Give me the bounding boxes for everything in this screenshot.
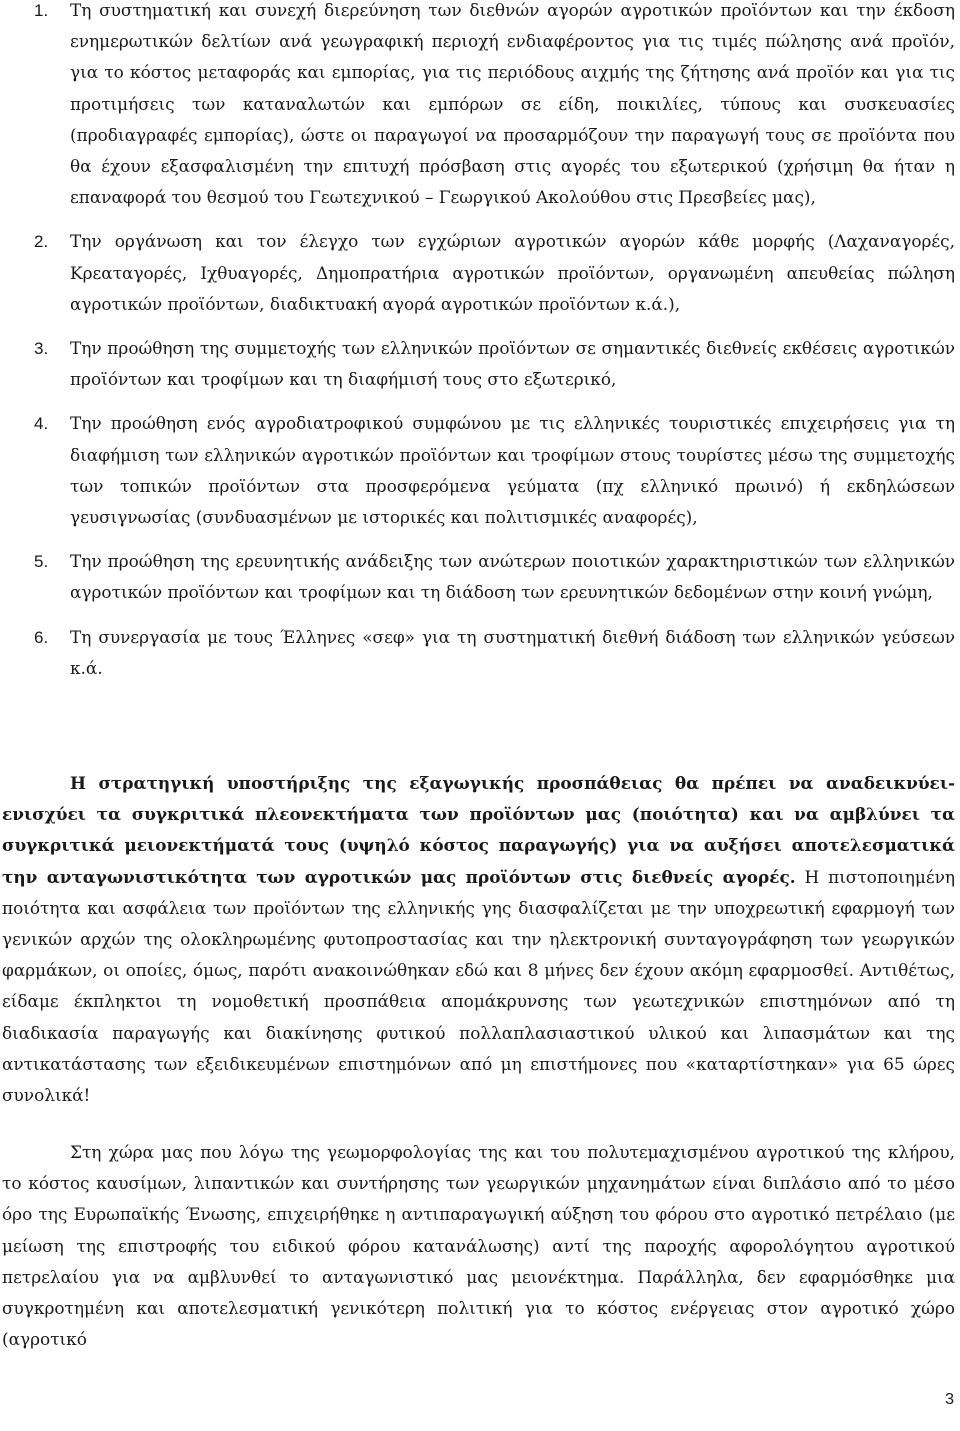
list-item-number: 5. [34,552,49,572]
list-item-text: Την προώθηση ενός αγροδιατροφικού συμφώνου με τις ελληνικές τουριστικές επιχειρήσεις για τη διαφήμιση των ελληνικών αγροτικών προϊόντων και τροφίμων στους τουρίστες μέσω της συμμετοχής των τοπικών προϊόντων στα προσφερόμενα γεύματα (πχ ελληνικό πρωινό) ή εκδηλώσεων γευσιγνωσίας (συνδυασμένων με ιστορικές και πολιτισμικές αναφορές), [70,413,955,528]
list-item-number: 3. [34,339,49,359]
list-item [20,622,955,684]
numbered-list [20,0,955,697]
list-item [20,0,955,213]
page-number: 3 [945,1391,954,1408]
list-item [20,333,955,395]
list-item [20,408,955,533]
list-item-text: Τη συστηματική και συνεχή διερεύνηση των διεθνών αγορών αγροτικών προϊόντων και την έκδοση ενημερωτικών δελτίων ανά γεωγραφική περιοχή ενδιαφέροντος για τις τιμές πώλησης ανά προϊόν, για το κόστος μεταφοράς και εμπορίας, για τις περιόδους αιχμής της ζήτησης ανά προϊόν και για τις προτιμήσεις των καταναλωτών και εμπόρων σε είδη, ποικιλίες, τύπους και συσκευασίες (προδιαγραφές εμπορίας), ώστε οι παραγωγοί να προσαρμόζουν την παραγωγή τους σε προϊόντα που θα έχουν εξασφαλισμένη την επιτυχή πρόσβαση στις αγορές του εξωτερικού (χρήσιμη θα ήταν η επαναφορά του θεσμού του Γεωτεχνικού – Γεωργικού Ακολούθου στις Πρεσβείες μας), [70,0,955,208]
list-item-text: Την προώθηση της ερευνητικής ανάδειξης των ανώτερων ποιοτικών χαρακτηριστικών των ελληνικών αγροτικών προϊόντων και τροφίμων και τη διάδοση των ερευνητικών δεδομένων στην κοινή γνώμη, [70,551,955,603]
list-item-text: Την οργάνωση και τον έλεγχο των εγχώριων αγροτικών αγορών κάθε μορφής (Λαχαναγορές, Κρεαταγορές, Ιχθυαγορές, Δημοπρατήρια αγροτικών προϊόντων, οργανωμένη απευθείας πώληση αγροτικών προϊόντων, διαδικτυακή αγορά αγροτικών προϊόντων κ.ά.), [70,231,955,314]
list-item-number: 4. [34,414,49,434]
strategy-paragraph-text: Η πιστοποιημένη ποιότητα και ασφάλεια των προϊόντων της ελληνικής γης διασφαλίζεται με την υποχρεωτική εφαρμογή των γενικών αρχών της ολοκληρωμένης φυτοπροστασίας και την ηλεκτρονική συνταγογράφηση των γεωργικών φαρμάκων, οι οποίες, όμως, παρότι ανακοινώθηκαν εδώ και 8 μήνες δεν έχουν ακόμη εφαρμοσθεί. Αντιθέτως, είδαμε έκπληκτοι τη νομοθετική προσπάθεια απομάκρυνσης των γεωτεχνικών επιστημόνων από τη διαδικασία παραγωγής και διακίνησης φυτικού πολλαπλασιαστικού υλικού και λιπασμάτων και της αντικατάστασης των εξειδικευμένων επιστημόνων από μη επιστήμονες που «καταρτίστηκαν» για 65 ώρες συνολικά! [2,866,955,1106]
list-item-text: Τη συνεργασία με τους Έλληνες «σεφ» για τη συστηματική διεθνή διάδοση των ελληνικών γεύσεων κ.ά. [70,626,955,678]
list-item [20,546,955,608]
list-item-text: Την προώθηση της συμμετοχής των ελληνικών προϊόντων σε σημαντικές διεθνείς εκθέσεις αγροτικών προϊόντων και τροφίμων και τη διαφήμισή τους στο εξωτερικό, [70,338,955,390]
list-item [20,226,955,320]
list-item-number: 6. [34,627,49,647]
strategy-paragraph-bold: Η στρατηγική υποστήριξης της εξαγωγικής προσπάθειας θα πρέπει να αναδεικνύει-ενισχύει τα συγκριτικά πλεονεκτήματα των προϊόντων μας (ποιότητα) και να αμβλύνει τα συγκριτικά μειονεκτήματά τους (υψηλό κόστος παραγωγής) για να αυξήσει αποτελεσματικά την ανταγωνιστικότητα των αγροτικών μας προϊόντων στις διεθνείς αγορές. [2,773,955,887]
strategy-paragraph [2,768,955,1111]
list-item-number: 1. [34,1,49,20]
list-item-number: 2. [34,232,49,252]
energy-cost-paragraph: Στη χώρα μας που λόγω της γεωμορφολογίας της και του πολυτεμαχισμένου αγροτικού της κλήρου, το κόστος καυσίμων, λιπαντικών και συντήρησης των γεωργικών μηχανημάτων είναι διπλάσιο από το μέσο όρο της Ευρωπαϊκής Ένωσης, επιχειρήθηκε η αντιπαραγωγική αύξηση του φόρου στο αγροτικό πετρέλαιο (με μείωση της επιστροφής του ειδικού φόρου κατανάλωσης) αντί της παροχής αφορολόγητου αγροτικού πετρελαίου για να αμβλυνθεί το ανταγωνιστικό μας μειονέκτημα. Παράλληλα, δεν εφαρμόσθηκε μια συγκροτημένη και αποτελεσματική γενικότερη πολιτική για το κόστος ενέργειας στον αγροτικό χώρο (αγροτικό [2,1142,955,1350]
